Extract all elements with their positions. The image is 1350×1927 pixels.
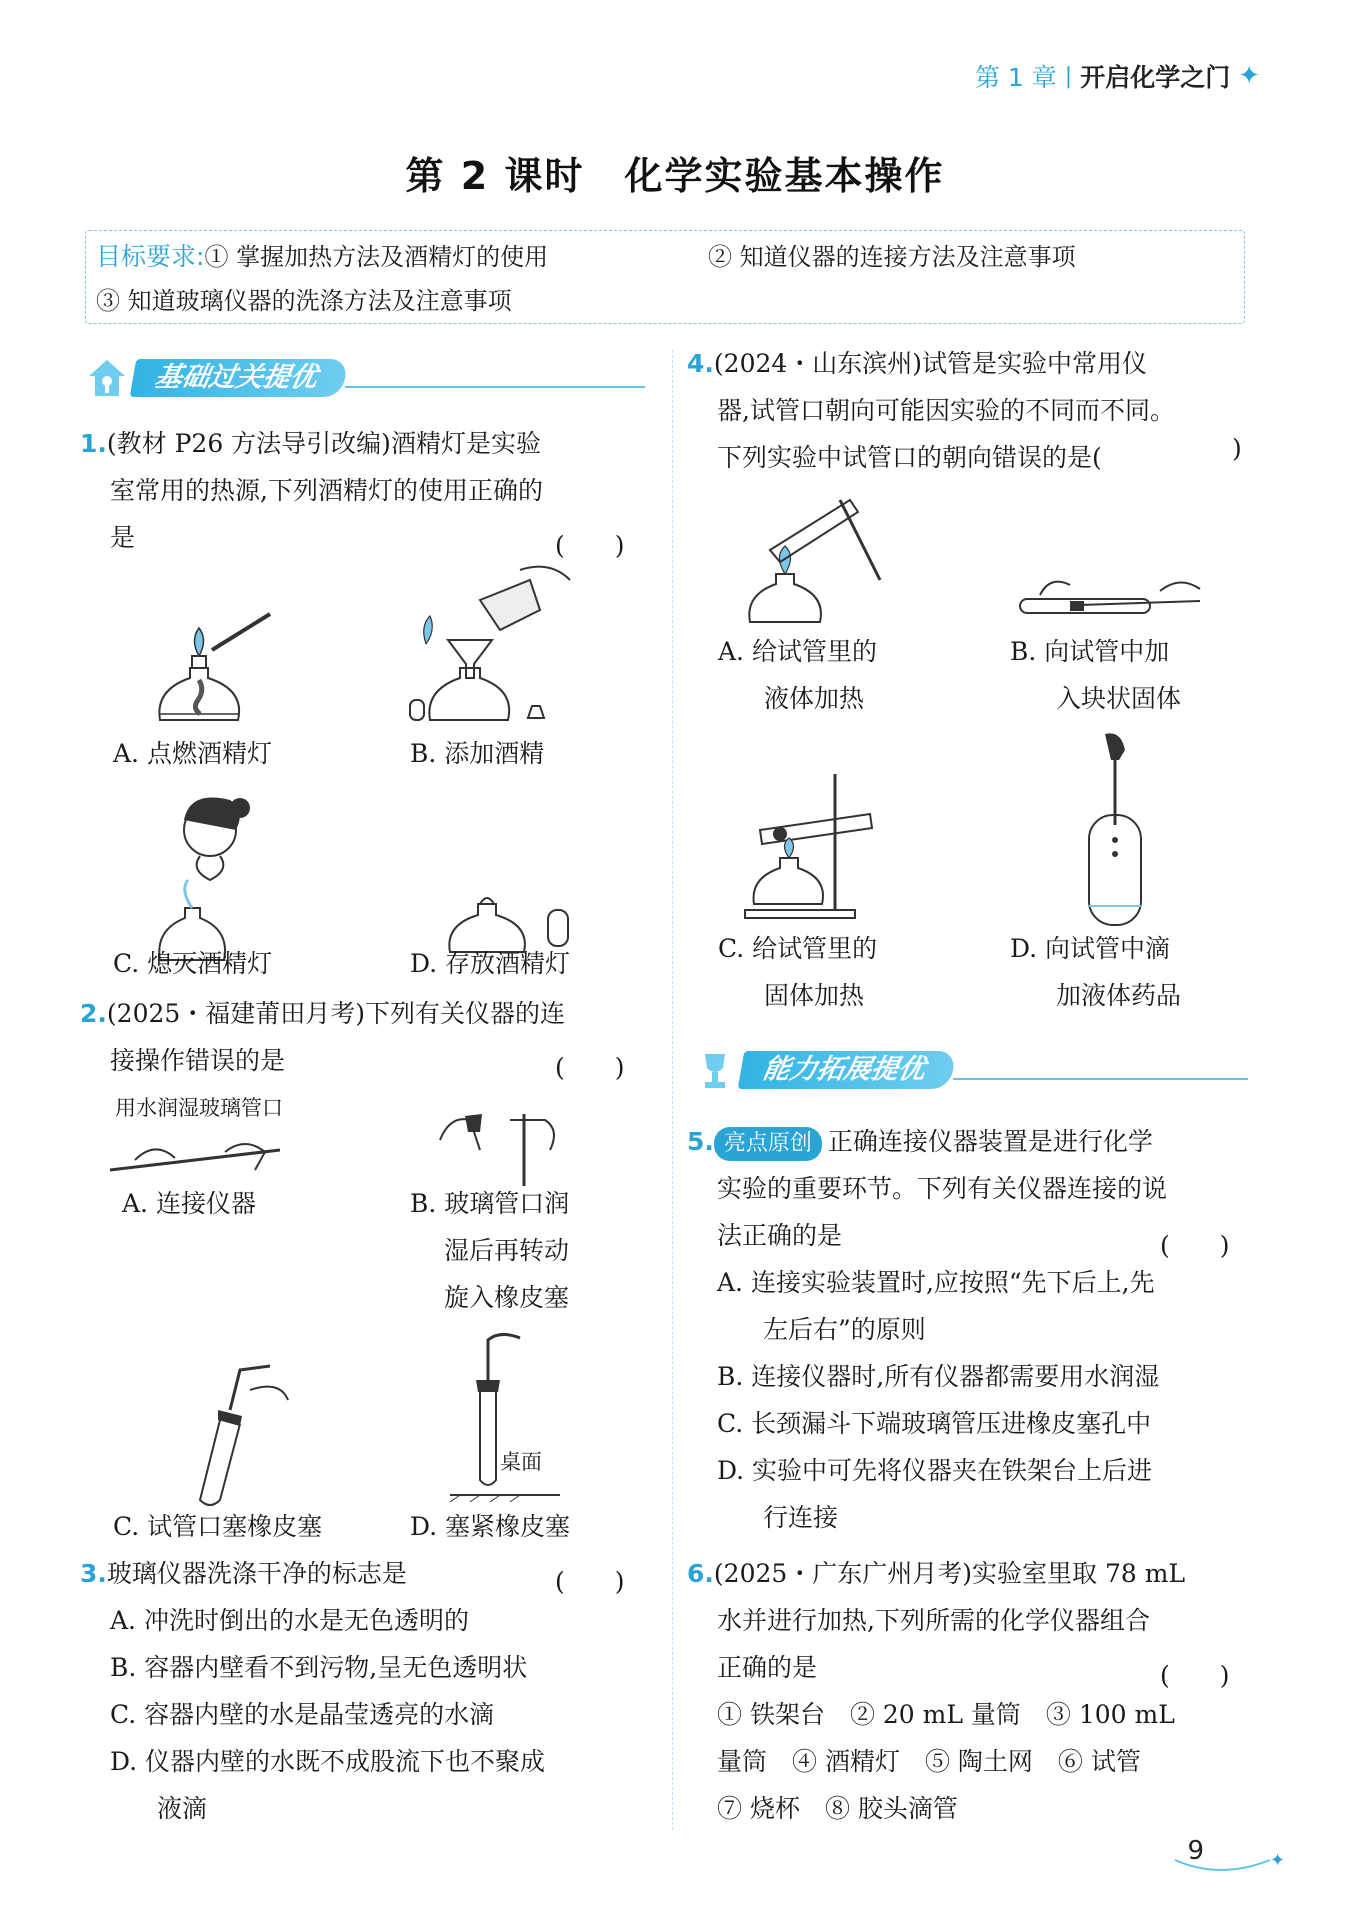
section-banner-basic (85, 356, 645, 400)
wetting-glass-tube-figure (105, 1130, 285, 1180)
instrument-list-line: ⑦ 烧杯 ⑧ 胶头滴管 (717, 1794, 958, 1823)
question-number: 4. (687, 349, 714, 378)
question-stem-line: 正确连接仪器装置是进行化学 (827, 1127, 1153, 1156)
section-title: 能力拓展提优 (738, 1051, 957, 1089)
option-a-continued: 左后右”的原则 (763, 1315, 926, 1344)
section-rule (345, 386, 645, 388)
dropping-liquid-figure (1075, 730, 1155, 930)
option-a (718, 628, 877, 722)
chapter-header (975, 58, 1260, 94)
option-d-continued: 液滴 (157, 1794, 208, 1823)
goals-box (85, 230, 1245, 324)
option-c: C. 试管口塞橡皮塞 (113, 1512, 323, 1541)
sparkle-icon: ✦ (1238, 61, 1260, 91)
highlight-badge: 亮点原创 (714, 1127, 822, 1161)
question-stem-line: (2025・福建莆田月考)下列有关仪器的连 (106, 999, 566, 1028)
option-line: D. 向试管中滴 (1010, 934, 1171, 963)
option-c: C. 长颈漏斗下端玻璃管压进橡皮塞孔中 (717, 1409, 1152, 1438)
question-number: 1. (80, 429, 107, 458)
option-a: A. 连接仪器 (122, 1189, 256, 1218)
figure-label: 用水润湿玻璃管口 (115, 1096, 283, 1120)
question-stem-line: 器,试管口朝向可能因实验的不同而不同。 (717, 396, 1175, 425)
adding-solid-tube-figure (1010, 575, 1210, 635)
option-c: C. 容器内壁的水是晶莹透亮的水滴 (110, 1700, 495, 1729)
alcohol-lamp-refill-figure (400, 560, 580, 730)
question-stem-line: 下列实验中试管口的朝向错误的是( (717, 443, 1102, 472)
question-stem-line: 法正确的是 (717, 1221, 843, 1250)
option-line: C. 给试管里的 (718, 934, 878, 963)
option-line: 液体加热 (764, 684, 865, 713)
option-a: A. 冲洗时倒出的水是无色透明的 (110, 1606, 469, 1635)
question-number: 5. (687, 1127, 714, 1156)
instrument-list-line: 量筒 ④ 酒精灯 ⑤ 陶土网 ⑥ 试管 (717, 1747, 1141, 1776)
question-4 (687, 340, 1257, 481)
chapter-number: 第 1 章 (974, 63, 1057, 92)
answer-paren: ( ) (555, 1053, 625, 1082)
heating-liquid-tube-figure (740, 490, 890, 630)
option-b: B. 容器内壁看不到污物,呈无色透明状 (110, 1653, 528, 1682)
option-line: B. 向试管中加 (1010, 637, 1170, 666)
option-line: B. 玻璃管口润 (410, 1189, 570, 1218)
question-5 (687, 1118, 1257, 1541)
house-icon (85, 356, 129, 400)
question-number: 6. (687, 1559, 714, 1588)
option-d (1010, 925, 1181, 1019)
chapter-title: 开启化学之门 (1080, 63, 1231, 92)
answer-paren: ( ) (1160, 1231, 1230, 1260)
goal-item: ② 知道仪器的连接方法及注意事项 (708, 243, 1076, 271)
goals-label: 目标要求: (96, 242, 205, 271)
option-b (410, 1180, 569, 1321)
question-stem-line: 实验的重要环节。下列有关仪器连接的说 (717, 1174, 1168, 1203)
page-number: 9 (1187, 1836, 1204, 1866)
question-stem-line: 室常用的热源,下列酒精灯的使用正确的 (110, 476, 543, 505)
option-d: D. 仪器内壁的水既不成股流下也不聚成 (110, 1747, 546, 1776)
instrument-list-line: ① 铁架台 ② 20 mL 量筒 ③ 100 mL (717, 1700, 1175, 1729)
column-divider (672, 350, 673, 1830)
option-line: 固体加热 (764, 981, 865, 1010)
alcohol-lamp-lighting-figure (150, 610, 280, 730)
answer-paren: ( ) (555, 1567, 625, 1596)
stopper-rotation-figure (420, 1110, 580, 1190)
question-stem-line: 是 (110, 523, 136, 552)
header-separator: | (1064, 63, 1073, 89)
option-d-continued: 行连接 (763, 1503, 839, 1532)
option-line: 湿后再转动 (444, 1236, 570, 1265)
option-line: 加液体药品 (1056, 981, 1182, 1010)
answer-paren: ( ) (1160, 1661, 1230, 1690)
question-number: 2. (80, 999, 107, 1028)
answer-paren: ( ) (555, 531, 625, 560)
question-stem-line: (教材 P26 方法导引改编)酒精灯是实验 (106, 429, 541, 458)
option-d: D. 实验中可先将仪器夹在铁架台上后进 (717, 1456, 1153, 1485)
question-stem: 玻璃仪器洗涤干净的标志是 (106, 1559, 407, 1588)
question-stem-line: (2024・山东滨州)试管是实验中常用仪 (713, 349, 1148, 378)
goal-item: ① 掌握加热方法及酒精灯的使用 (204, 243, 549, 271)
question-stem-line: (2025・广东广州月考)实验室里取 78 mL (713, 1559, 1186, 1588)
section-rule (953, 1078, 1248, 1080)
option-c: C. 熄灭酒精灯 (113, 949, 273, 978)
option-b (1010, 628, 1181, 722)
option-b: B. 连接仪器时,所有仪器都需要用水润湿 (717, 1362, 1160, 1391)
svg-text:✦: ✦ (1270, 1850, 1286, 1871)
trophy-icon (693, 1048, 737, 1092)
question-stem-line: 接操作错误的是 (110, 1046, 286, 1075)
option-d: D. 存放酒精灯 (410, 949, 571, 978)
option-line: 入块状固体 (1056, 684, 1182, 713)
option-d: D. 塞紧橡皮塞 (410, 1512, 571, 1541)
goal-item: ③ 知道玻璃仪器的洗涤方法及注意事项 (96, 287, 512, 315)
section-title: 基础过关提优 (130, 359, 349, 397)
answer-paren-close: ) (1232, 434, 1242, 463)
section-banner-advanced (693, 1048, 1248, 1092)
test-tube-stopper-figure (180, 1360, 300, 1510)
option-line: A. 给试管里的 (718, 637, 877, 666)
option-line: 旋入橡皮塞 (444, 1283, 570, 1312)
question-stem-line: 正确的是 (717, 1653, 818, 1682)
lesson-title: 第 2 课时 化学实验基本操作 (405, 154, 945, 198)
option-a: A. 点燃酒精灯 (113, 739, 272, 768)
option-c (718, 925, 877, 1019)
option-b: B. 添加酒精 (410, 739, 545, 768)
option-a: A. 连接实验装置时,应按照“先下后上,先 (717, 1268, 1155, 1297)
question-number: 3. (80, 1559, 107, 1588)
heating-solid-stand-figure (740, 770, 890, 920)
question-stem-line: 水并进行加热,下列所需的化学仪器组合 (717, 1606, 1150, 1635)
desk-label: 桌面 (500, 1450, 542, 1474)
